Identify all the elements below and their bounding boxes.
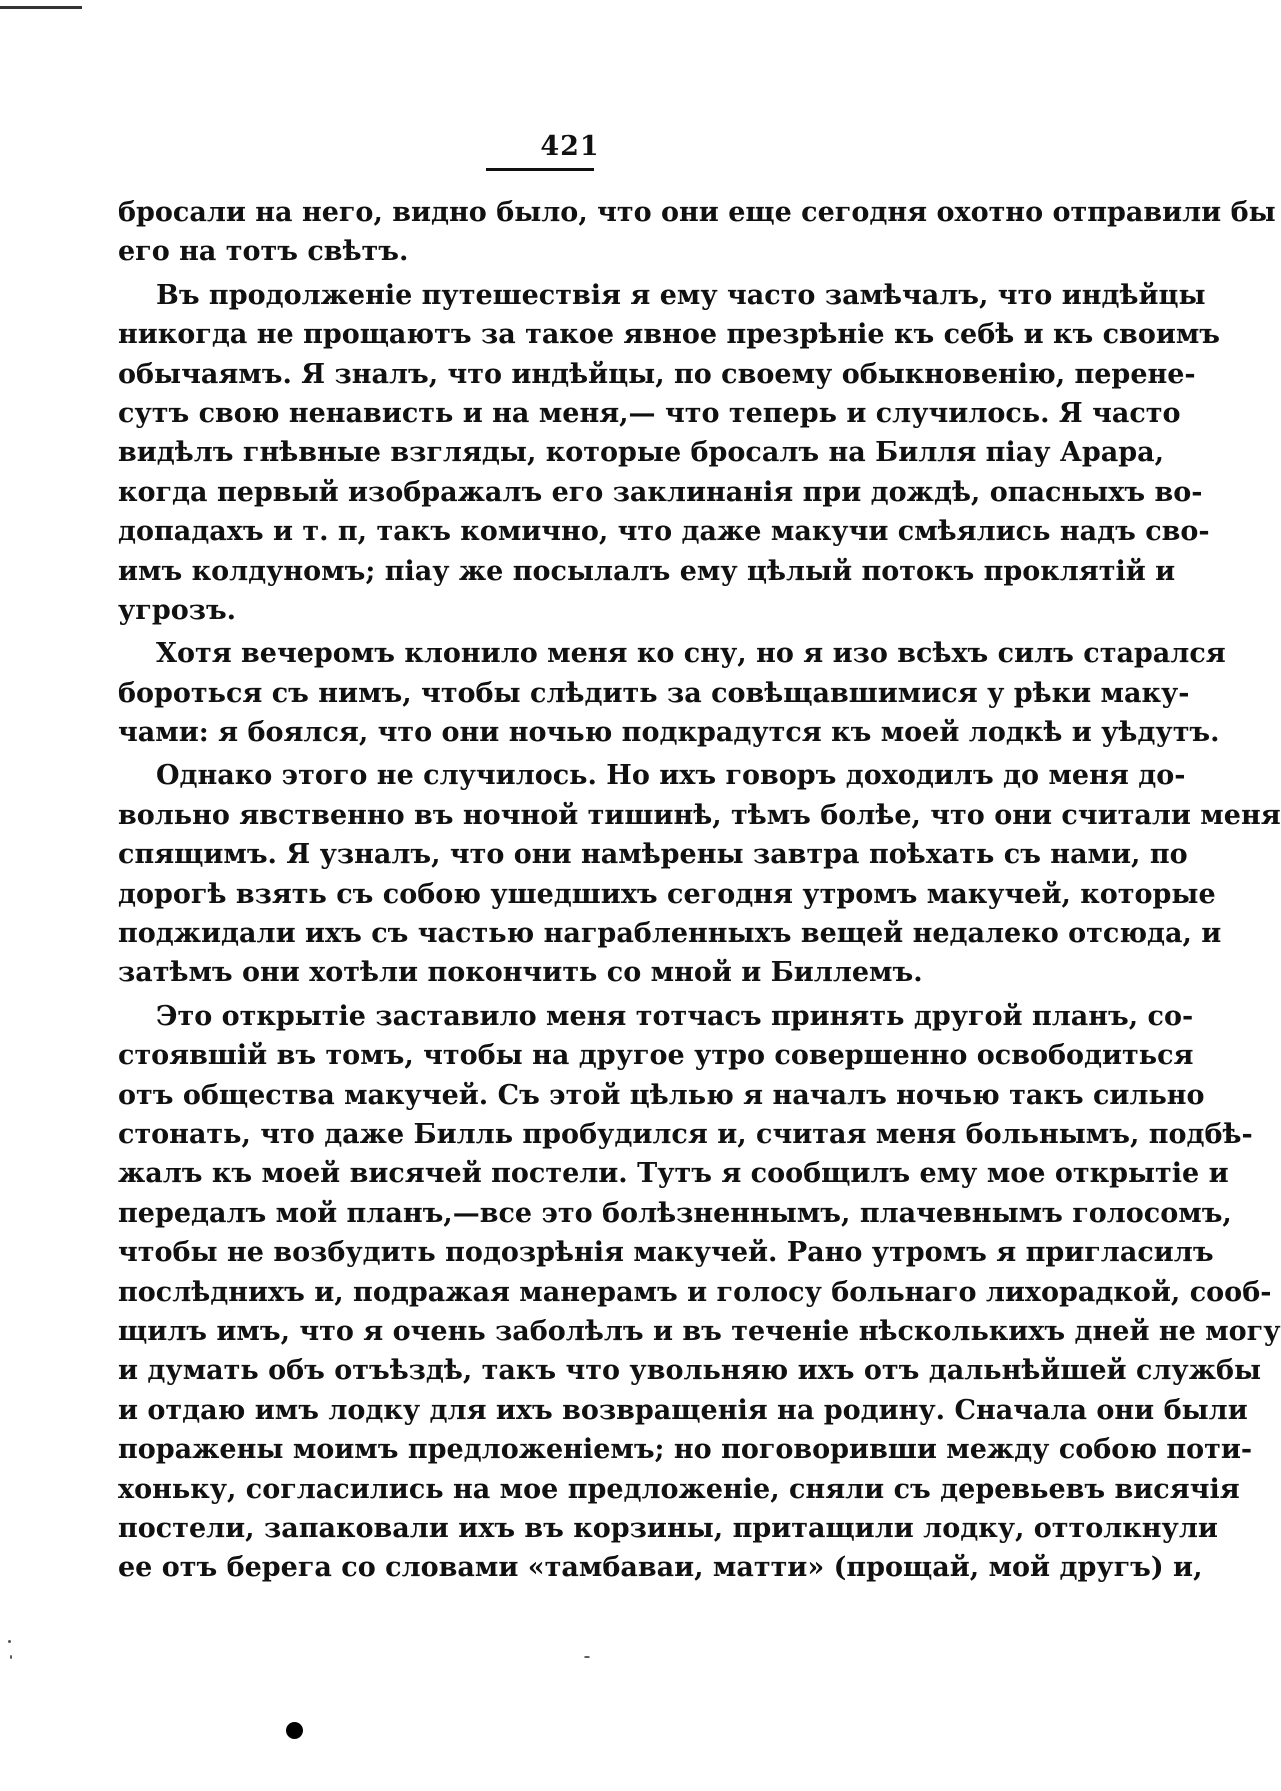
text-line: ее отъ берега со словами «тамбаваи, матти» (прощай, мой другъ) и,: [118, 1552, 1203, 1584]
paragraph: [118, 634, 1226, 752]
text-line: щилъ имъ, что я очень заболѣлъ и въ теченіе нѣсколькихъ дней не могу: [118, 1315, 1281, 1347]
page-body: [118, 193, 1281, 1588]
text-line: послѣднихъ и, подражая манерамъ и голосу больнаго лихорадкой, сооб-: [118, 1276, 1272, 1308]
text-line: Это открытіе заставило меня тотчасъ принять другой планъ, со-: [156, 1000, 1194, 1032]
text-line: спящимъ. Я узналъ, что они намѣрены завтра поѣхать съ нами, по: [118, 839, 1188, 871]
paragraph: [118, 276, 1221, 631]
paper-speck: [8, 1640, 11, 1643]
text-line: имъ колдуномъ; піау же посылалъ ему цѣлый потокъ проклятій и: [118, 555, 1176, 587]
text-line: передалъ мой планъ,—все это болѣзненнымъ, плачевнымъ голосомъ,: [118, 1197, 1232, 1229]
paragraph: [118, 756, 1281, 992]
top-edge-mark: [0, 6, 82, 9]
ink-blot: [286, 1722, 303, 1739]
page-number: 421: [540, 131, 600, 162]
text-line: Однако этого не случилось. Но ихъ говоръ доходилъ до меня до-: [156, 760, 1186, 792]
text-line: стонать, что даже Билль пробудился и, считая меня больнымъ, подбѣ-: [118, 1118, 1253, 1150]
text-line: стоявшій въ томъ, чтобы на другое утро совершенно освободиться: [118, 1040, 1194, 1072]
text-line: и думать объ отъѣздѣ, такъ что увольняю ихъ отъ дальнѣйшей службы: [118, 1355, 1262, 1387]
text-line: поджидали ихъ съ частью награбленныхъ вещей недалеко отсюда, и: [118, 918, 1222, 950]
text-line: вольно явственно въ ночной тишинѣ, тѣмъ болѣе, что они считали меня: [118, 799, 1281, 831]
text-line: его на тотъ свѣтъ.: [118, 236, 409, 268]
text-line: сутъ свою ненависть и на меня,— что теперь и случилось. Я часто: [118, 397, 1181, 429]
text-line: дорогѣ взять съ собою ушедшихъ сегодня утромъ макучей, которые: [118, 878, 1216, 910]
text-line: никогда не прощаютъ за такое явное презрѣніе къ себѣ и къ своимъ: [118, 319, 1221, 351]
text-line: Въ продолженіе путешествія я ему часто замѣчалъ, что индѣйцы: [156, 279, 1206, 311]
text-line: Хотя вечеромъ клонило меня ко сну, но я изо всѣхъ силъ старался: [156, 638, 1226, 670]
text-line: затѣмъ они хотѣли покончить со мной и Биллемъ.: [118, 957, 923, 989]
paragraph: [118, 997, 1281, 1588]
text-line: чтобы не возбудить подозрѣнія макучей. Рано утромъ я пригласилъ: [118, 1237, 1214, 1269]
text-line: бросали на него, видно было, что они еще сегодня охотно отправили бы: [118, 197, 1276, 228]
text-line: допадахъ и т. п, такъ комично, что даже макучи смѣялись надъ сво-: [118, 516, 1210, 548]
text-line: когда первый изображалъ его заклинанія при дождѣ, опасныхъ во-: [118, 476, 1203, 508]
text-line: и отдаю имъ лодку для ихъ возвращенія на родину. Сначала они были: [118, 1394, 1248, 1426]
paragraph: [118, 193, 1276, 272]
text-line: жалъ къ моей висячей постели. Тутъ я сообщилъ ему мое открытіе и: [118, 1158, 1229, 1190]
page-number-underline: [486, 168, 594, 171]
text-line: чами: я боялся, что они ночью подкрадутся къ моей лодкѣ и уѣдутъ.: [118, 717, 1220, 749]
text-line: угрозъ.: [118, 594, 237, 626]
text-line: бороться съ нимъ, чтобы слѣдить за совѣщавшимися у рѣки маку-: [118, 677, 1190, 709]
text-line: поражены моимъ предложеніемъ; но поговоривши между собою поти-: [118, 1434, 1253, 1466]
paper-speck: [10, 1655, 12, 1659]
text-line: обычаямъ. Я зналъ, что индѣйцы, по своему обыкновенію, перене-: [118, 358, 1196, 390]
text-line: хоньку, согласились на мое предложеніе, сняли съ деревьевъ висячія: [118, 1473, 1240, 1505]
text-line: отъ общества макучей. Съ этой цѣлью я началъ ночью такъ сильно: [118, 1079, 1205, 1111]
paper-speck: [584, 1656, 590, 1658]
text-line: видѣлъ гнѣвные взгляды, которые бросалъ на Билля піау Арара,: [118, 437, 1165, 469]
text-line: постели, запаковали ихъ въ корзины, притащили лодку, оттолкнули: [118, 1512, 1218, 1544]
